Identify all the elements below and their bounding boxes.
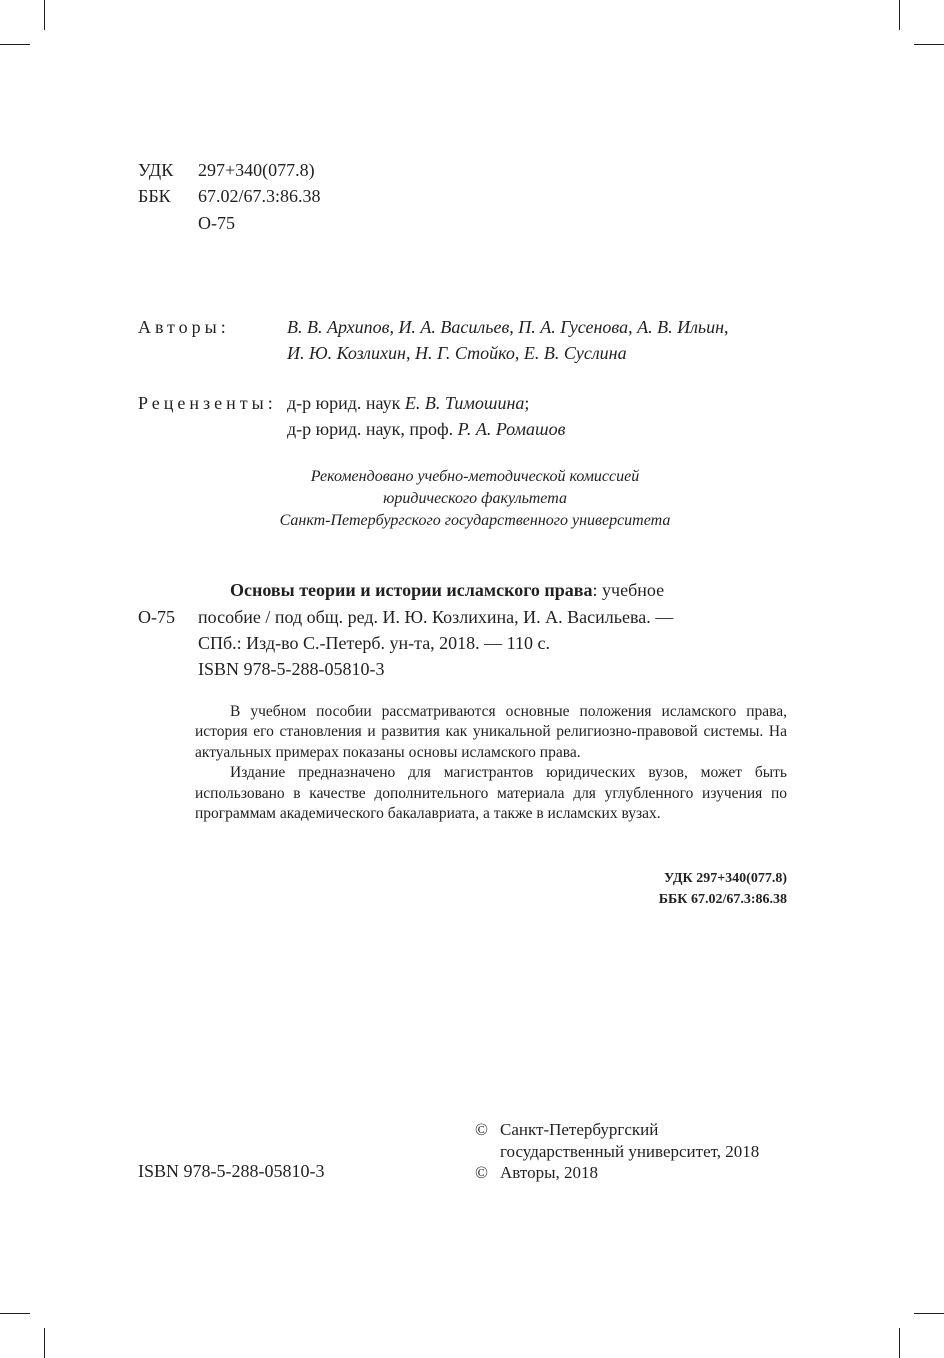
bib-author-mark: О-75 xyxy=(138,607,175,627)
bib-line-2: пособие / под общ. ред. И. Ю. Козлихина, И. А. Васильева. — xyxy=(198,607,674,627)
crop-mark xyxy=(914,44,944,45)
copyright-icon: © xyxy=(475,1120,488,1139)
author-name: Н. Г. Стойко xyxy=(414,343,515,363)
crop-mark xyxy=(0,1313,30,1314)
copyright-holder-cont: государственный университет, 2018 xyxy=(500,1141,760,1161)
udk-value: 297+340(077.8) xyxy=(198,160,315,180)
copyright-block xyxy=(475,1119,759,1184)
copyright-authors: Авторы, 2018 xyxy=(500,1163,599,1182)
reviewer-name: Е. В. Тимошина xyxy=(404,393,525,413)
recommendation-line: юридического факультета xyxy=(383,490,567,507)
bib-isbn: ISBN 978-5-288-05810-3 xyxy=(198,659,385,679)
crop-mark xyxy=(899,1328,900,1358)
recommendation-line: Санкт-Петербургского государственного университета xyxy=(279,512,671,529)
crop-mark xyxy=(0,44,30,45)
bib-line-3: СПб.: Изд-во С.-Петерб. ун-та, 2018. — 110 с. xyxy=(198,633,551,653)
author-mark: О-75 xyxy=(198,213,235,233)
annotation-paragraph: Издание предназначено для магистрантов юридических вузов, может быть использовано в качестве дополнительного материала для углубленного изучения по программам академического бакалавриата, а также в исламских вузах. xyxy=(195,764,787,823)
author-name: И. Ю. Козлихин xyxy=(287,343,406,363)
footer-isbn: ISBN 978-5-288-05810-3 xyxy=(138,1161,325,1181)
book-title: Основы теории и истории исламского права xyxy=(230,580,593,600)
annotation-classification xyxy=(560,868,787,910)
author-name: П. А. Гусенова xyxy=(518,317,629,337)
author-name: А. В. Ильин xyxy=(637,317,725,337)
reviewer-name: Р. А. Ромашов xyxy=(457,419,566,439)
recommendation-line: Рекомендовано учебно-методической комиссией xyxy=(310,468,640,485)
crop-mark xyxy=(914,1313,944,1314)
bbk-value: 67.02/67.3:86.38 xyxy=(198,186,321,206)
authors-line-1: В. В. Архипов, И. А. Васильев, П. А. Гусенова, А. В. Ильин, xyxy=(287,317,729,337)
udk-label: УДК xyxy=(138,160,174,180)
bbk-label: ББК xyxy=(138,186,171,206)
copyright-holder: Санкт-Петербургский xyxy=(500,1120,659,1139)
reviewers-label: Рецензенты: xyxy=(138,393,277,413)
authors-label: Авторы: xyxy=(138,317,230,337)
crop-mark xyxy=(44,0,45,30)
author-name: Е. В. Суслина xyxy=(523,343,627,363)
annotation-udk: УДК 297+340(077.8) xyxy=(664,871,787,886)
author-name: В. В. Архипов xyxy=(287,317,390,337)
annotation-paragraph: В учебном пособии рассматриваются основные положения исламского права, история его становления и развития как уникальной религиозно-правовой системы. На актуальных примерах показаны основы исламского права. xyxy=(195,703,787,761)
crop-mark xyxy=(44,1328,45,1358)
crop-mark xyxy=(899,0,900,30)
reviewer-1: д-р юрид. наук Е. В. Тимошина; xyxy=(287,393,530,413)
author-name: И. А. Васильев xyxy=(398,317,510,337)
bib-line-1: Основы теории и истории исламского права: учебное xyxy=(230,580,665,600)
recommendation-block xyxy=(195,466,755,532)
reviewer-2: д-р юрид. наук, проф. Р. А. Ромашов xyxy=(287,419,566,439)
annotation-bbk: ББК 67.02/67.3:86.38 xyxy=(658,892,787,907)
authors-line-2: И. Ю. Козлихин, Н. Г. Стойко, Е. В. Суслина xyxy=(287,343,627,363)
annotation xyxy=(195,702,787,824)
copyright-icon: © xyxy=(475,1163,488,1182)
